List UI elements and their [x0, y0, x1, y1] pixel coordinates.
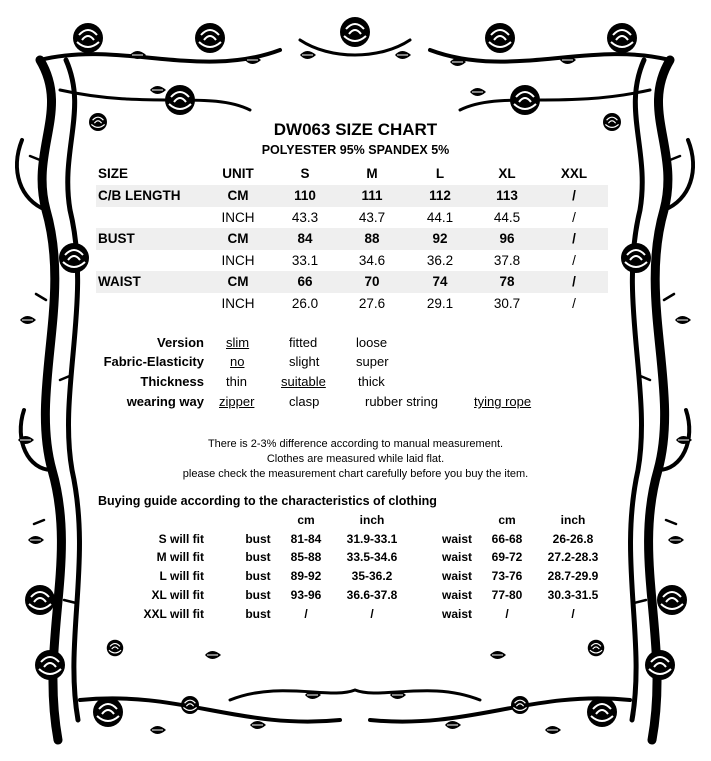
value-cell: 37.8: [493, 253, 521, 268]
value-cell: 78: [499, 274, 515, 289]
value-cell: 110: [294, 188, 316, 203]
characteristic-label: Fabric-Elasticity: [103, 354, 204, 369]
guide-waist-cm: /: [505, 607, 509, 621]
value-cell: /: [572, 210, 576, 225]
value-cell: /: [572, 253, 576, 268]
guide-bust-cm: /: [304, 607, 308, 621]
guide-waist-inch: 30.3-31.5: [547, 588, 599, 602]
guide-unit-cm: cm: [498, 513, 516, 527]
option: super: [356, 354, 389, 369]
guide-waist-label: waist: [441, 588, 473, 602]
row-label: BUST: [98, 231, 135, 246]
guide-size: XXL will fit: [143, 607, 204, 621]
note-line: Clothes are measured while laid flat.: [266, 453, 445, 465]
unit-cell: CM: [227, 274, 249, 289]
header-l: L: [435, 166, 445, 181]
guide-bust-cm: 85-88: [290, 550, 322, 564]
option-selected: no: [230, 354, 245, 369]
value-cell: 43.7: [358, 210, 386, 225]
option: thick: [358, 374, 385, 389]
guide-waist-cm: 69-72: [491, 550, 523, 564]
guide-waist-label: waist: [441, 550, 473, 564]
value-cell: 92: [432, 231, 448, 246]
guide-waist-cm: 73-76: [491, 569, 523, 583]
fabric-composition: POLYESTER 95% SPANDEX 5%: [261, 143, 450, 157]
option: rubber string: [365, 394, 438, 409]
header-size: SIZE: [98, 166, 129, 181]
value-cell: 66: [297, 274, 313, 289]
row-label: WAIST: [98, 274, 141, 289]
option-selected: suitable: [281, 374, 326, 389]
unit-cell: CM: [227, 188, 249, 203]
unit-cell: CM: [227, 231, 249, 246]
note-line: please check the measurement chart carefully before you buy the item.: [182, 468, 529, 480]
value-cell: 84: [297, 231, 313, 246]
guide-bust-cm: 81-84: [290, 532, 322, 546]
header-m: M: [366, 166, 378, 181]
value-cell: 44.1: [426, 210, 454, 225]
header-unit: UNIT: [222, 166, 254, 181]
value-cell: 29.1: [426, 296, 454, 311]
guide-bust-cm: 93-96: [290, 588, 322, 602]
guide-waist-label: waist: [441, 532, 473, 546]
option: clasp: [289, 394, 320, 409]
guide-size: XL will fit: [151, 588, 204, 602]
value-cell: 43.3: [291, 210, 319, 225]
value-cell: 70: [364, 274, 380, 289]
guide-waist-inch: 26-26.8: [552, 532, 594, 546]
chart-title: DW063 SIZE CHART: [273, 120, 438, 139]
guide-bust-label: bust: [245, 569, 271, 583]
value-cell: 112: [429, 188, 451, 203]
value-cell: 113: [496, 188, 518, 203]
guide-waist-inch: 27.2-28.3: [547, 550, 599, 564]
value-cell: /: [572, 274, 576, 289]
option-selected: tying rope: [474, 394, 532, 409]
guide-size: L will fit: [159, 569, 204, 583]
characteristic-label: Version: [157, 335, 204, 350]
guide-unit-inch: inch: [359, 513, 385, 527]
guide-unit-cm: cm: [297, 513, 315, 527]
option: thin: [226, 374, 247, 389]
guide-bust-inch: 31.9-33.1: [346, 532, 398, 546]
guide-waist-cm: 66-68: [491, 532, 523, 546]
guide-bust-label: bust: [245, 550, 271, 564]
guide-size: S will fit: [158, 532, 204, 546]
unit-cell: INCH: [221, 253, 255, 268]
characteristic-label: wearing way: [126, 394, 204, 409]
guide-waist-inch: /: [571, 607, 575, 621]
value-cell: /: [572, 188, 576, 203]
guide-bust-inch: 36.6-37.8: [346, 588, 398, 602]
guide-bust-label: bust: [245, 607, 271, 621]
value-cell: /: [572, 296, 576, 311]
option-selected: zipper: [219, 394, 255, 409]
value-cell: 33.1: [291, 253, 319, 268]
guide-waist-inch: 28.7-29.9: [547, 569, 599, 583]
value-cell: 30.7: [493, 296, 521, 311]
value-cell: 74: [432, 274, 448, 289]
guide-title: Buying guide according to the characteristics of clothing: [98, 494, 437, 508]
characteristic-label: Thickness: [140, 374, 204, 389]
guide-waist-label: waist: [441, 569, 473, 583]
row-label: C/B LENGTH: [98, 188, 181, 203]
header-s: S: [300, 166, 310, 181]
guide-bust-inch: /: [370, 607, 374, 621]
value-cell: 111: [361, 188, 383, 203]
guide-bust-label: bust: [245, 588, 271, 602]
option: fitted: [289, 335, 318, 350]
unit-cell: INCH: [221, 210, 255, 225]
value-cell: 36.2: [426, 253, 454, 268]
option: loose: [356, 335, 388, 350]
guide-waist-cm: 77-80: [491, 588, 523, 602]
guide-bust-label: bust: [245, 532, 271, 546]
guide-waist-label: waist: [441, 607, 473, 621]
value-cell: 26.0: [291, 296, 319, 311]
guide-bust-inch: 33.5-34.6: [346, 550, 398, 564]
value-cell: 96: [499, 231, 515, 246]
value-cell: 44.5: [493, 210, 521, 225]
row-band-waist: [96, 271, 608, 293]
guide-bust-cm: 89-92: [290, 569, 322, 583]
header-xl: XL: [498, 166, 516, 181]
guide-size: M will fit: [156, 550, 204, 564]
value-cell: 88: [364, 231, 380, 246]
value-cell: 27.6: [358, 296, 386, 311]
header-xxl: XXL: [560, 166, 588, 181]
row-band-bust: [96, 228, 608, 250]
unit-cell: INCH: [221, 296, 255, 311]
value-cell: 34.6: [358, 253, 386, 268]
value-cell: /: [572, 231, 576, 246]
option-selected: slim: [226, 335, 250, 350]
guide-bust-inch: 35-36.2: [351, 569, 393, 583]
note-line: There is 2-3% difference according to manual measurement.: [207, 438, 504, 450]
guide-unit-inch: inch: [560, 513, 586, 527]
option: slight: [289, 354, 320, 369]
